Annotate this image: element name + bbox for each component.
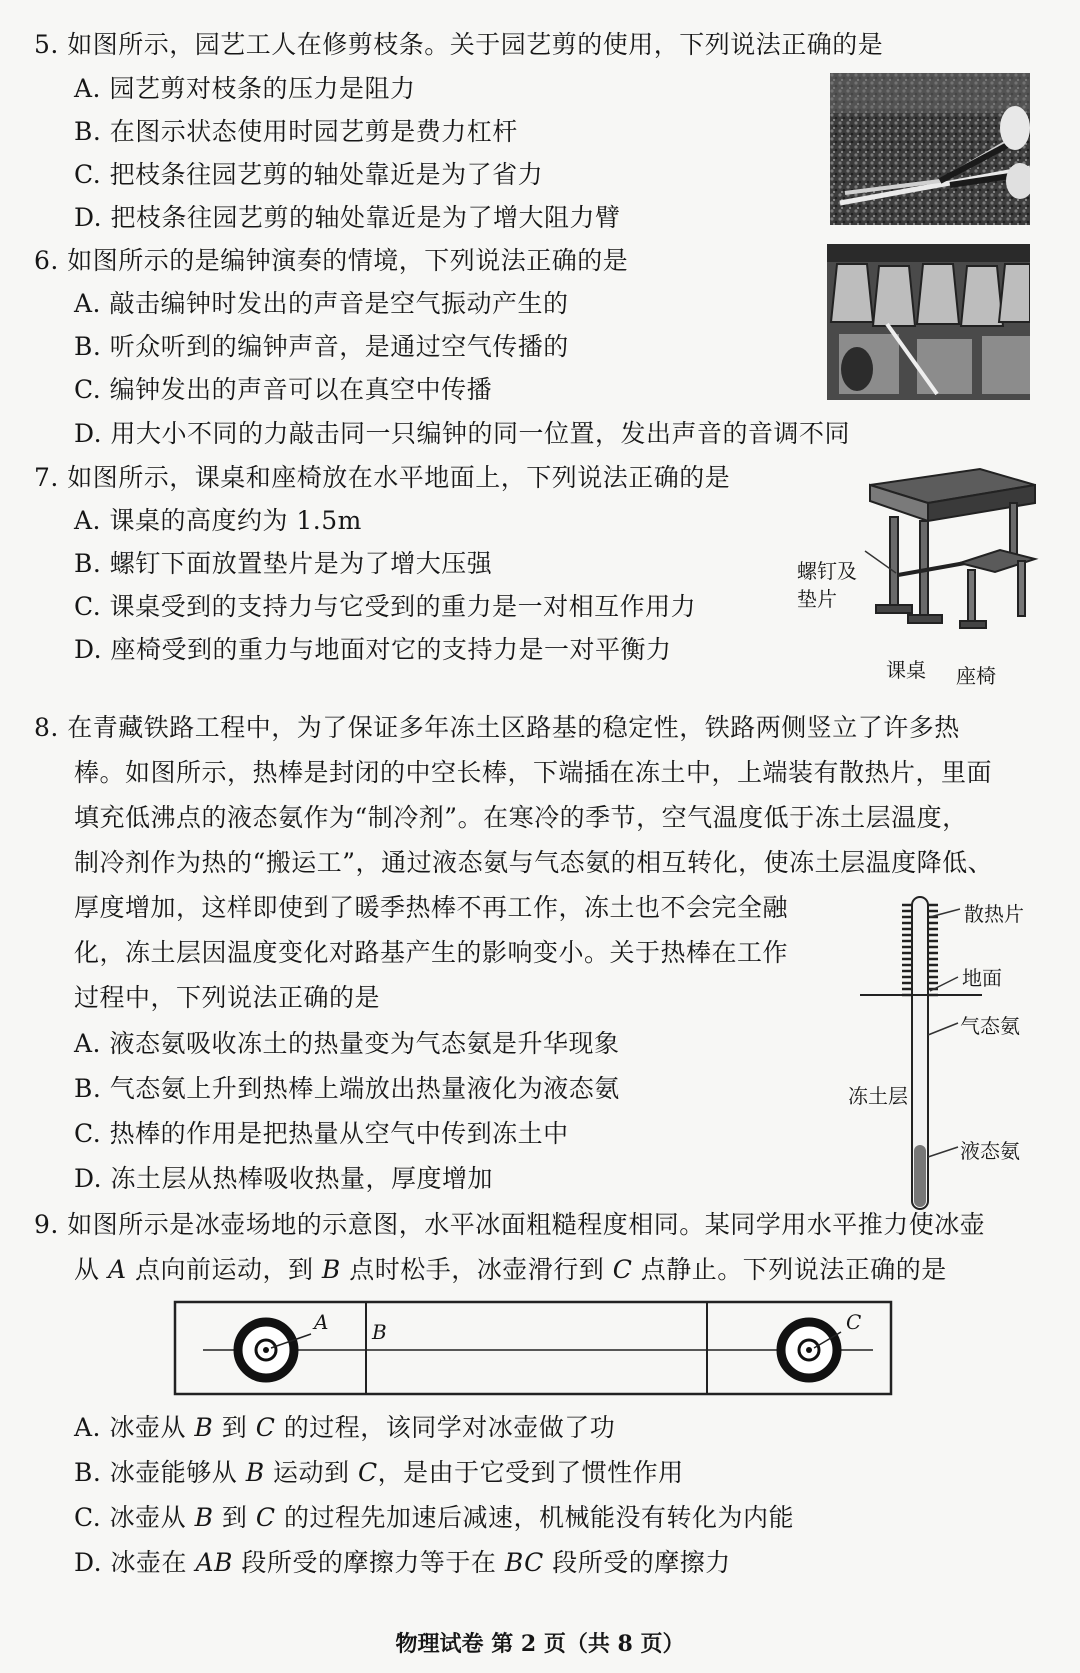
- point-b-label: B: [372, 1320, 387, 1344]
- q6-option-d: D. 用大小不同的力敲击同一只编钟的同一位置，发出声音的音调不同: [74, 419, 851, 448]
- q9-option-c: C. 冰壶从 B 到 C 的过程先加速后减速，机械能没有转化为内能: [74, 1503, 794, 1532]
- chime-bells-photo: [827, 244, 1030, 400]
- q8-stem-line-6: 化，冻土层因温度变化对路基产生的影响变小。关于热棒在工作: [74, 938, 789, 967]
- q6-option-c: C. 编钟发出的声音可以在真空中传播: [74, 375, 493, 404]
- ground-label: 地面: [962, 966, 1002, 990]
- frozen-soil-label: 冻土层: [848, 1084, 908, 1108]
- q7-option-b: B. 螺钉下面放置垫片是为了增大压强: [74, 549, 493, 578]
- point-c-label: C: [846, 1310, 862, 1334]
- q9-stem-line-2: 从 A 点向前运动，到 B 点时松手，冰壶滑行到 C 点静止。下列说法正确的是: [74, 1255, 947, 1284]
- q8-stem-line-2: 棒。如图所示，热棒是封闭的中空长棒，下端插在冻土中，上端装有散热片，里面: [74, 758, 993, 787]
- q8-stem-line-3: 填充低沸点的液态氨作为“制冷剂”。在寒冷的季节，空气温度低于冻土层温度，: [74, 803, 968, 832]
- q8-option-c: C. 热棒的作用是把热量从空气中传到冻土中: [74, 1119, 569, 1148]
- q5-option-c: C. 把枝条往园艺剪的轴处靠近是为了省力: [74, 160, 544, 189]
- q6-stem: 6. 如图所示的是编钟演奏的情境，下列说法正确的是: [34, 246, 629, 275]
- q8-stem-line-7: 过程中，下列说法正确的是: [74, 983, 381, 1012]
- q7-stem: 7. 如图所示，课桌和座椅放在水平地面上，下列说法正确的是: [34, 463, 731, 492]
- q7-option-a: A. 课桌的高度约为 1.5m: [74, 506, 362, 535]
- gas-ammonia-label: 气态氨: [960, 1014, 1020, 1038]
- q8-option-a: A. 液态氨吸收冻土的热量变为气态氨是升华现象: [74, 1029, 620, 1058]
- curling-rink-figure: [173, 1300, 893, 1396]
- q7-option-d: D. 座椅受到的重力与地面对它的支持力是一对平衡力: [74, 635, 672, 664]
- page-footer: 物理试卷 第 2 页（共 8 页）: [395, 1631, 685, 1657]
- desk-chair-figure: [860, 455, 1045, 655]
- pruning-shears-photo: [830, 73, 1030, 225]
- q6-option-a: A. 敲击编钟时发出的声音是空气振动产生的: [74, 289, 569, 318]
- q8-stem-line-5: 厚度增加，这样即使到了暖季热棒不再工作，冻土也不会完全融: [74, 893, 789, 922]
- liquid-ammonia-label: 液态氨: [960, 1139, 1020, 1163]
- q8-option-b: B. 气态氨上升到热棒上端放出热量液化为液态氨: [74, 1074, 620, 1103]
- q8-stem-line-1: 8. 在青藏铁路工程中，为了保证多年冻土区路基的稳定性，铁路两侧竖立了许多热: [34, 713, 960, 742]
- point-a-label: A: [314, 1310, 329, 1334]
- q5-option-d: D. 把枝条往园艺剪的轴处靠近是为了增大阻力臂: [74, 203, 621, 232]
- chair-label: 座椅: [956, 664, 996, 688]
- q9-option-b: B. 冰壶能够从 B 运动到 C，是由于它受到了惯性作用: [74, 1458, 684, 1487]
- q9-option-a: A. 冰壶从 B 到 C 的过程，该同学对冰壶做了功: [74, 1413, 616, 1442]
- q8-stem-line-4: 制冷剂作为热的“搬运工”，通过液态氨与气态氨的相互转化，使冻土层温度降低、: [74, 848, 994, 877]
- screw-label-2: 垫片: [797, 587, 837, 611]
- q9-stem-line-1: 9. 如图所示是冰壶场地的示意图，水平冰面粗糙程度相同。某同学用水平推力使冰壶: [34, 1210, 986, 1239]
- q6-option-b: B. 听众听到的编钟声音，是通过空气传播的: [74, 332, 569, 361]
- q5-option-a: A. 园艺剪对枝条的压力是阻力: [74, 74, 416, 103]
- q9-option-d: D. 冰壶在 AB 段所受的摩擦力等于在 BC 段所受的摩擦力: [74, 1548, 731, 1577]
- q5-stem: 5. 如图所示，园艺工人在修剪枝条。关于园艺剪的使用，下列说法正确的是: [34, 30, 884, 59]
- screw-label-1: 螺钉及: [797, 559, 857, 583]
- q7-option-c: C. 课桌受到的支持力与它受到的重力是一对相互作用力: [74, 592, 697, 621]
- desk-label: 课桌: [886, 658, 926, 682]
- q5-option-b: B. 在图示状态使用时园艺剪是费力杠杆: [74, 117, 518, 146]
- fins-label: 散热片: [964, 902, 1024, 926]
- q8-option-d: D. 冻土层从热棒吸收热量，厚度增加: [74, 1164, 494, 1193]
- heat-pipe-figure: [860, 895, 990, 1215]
